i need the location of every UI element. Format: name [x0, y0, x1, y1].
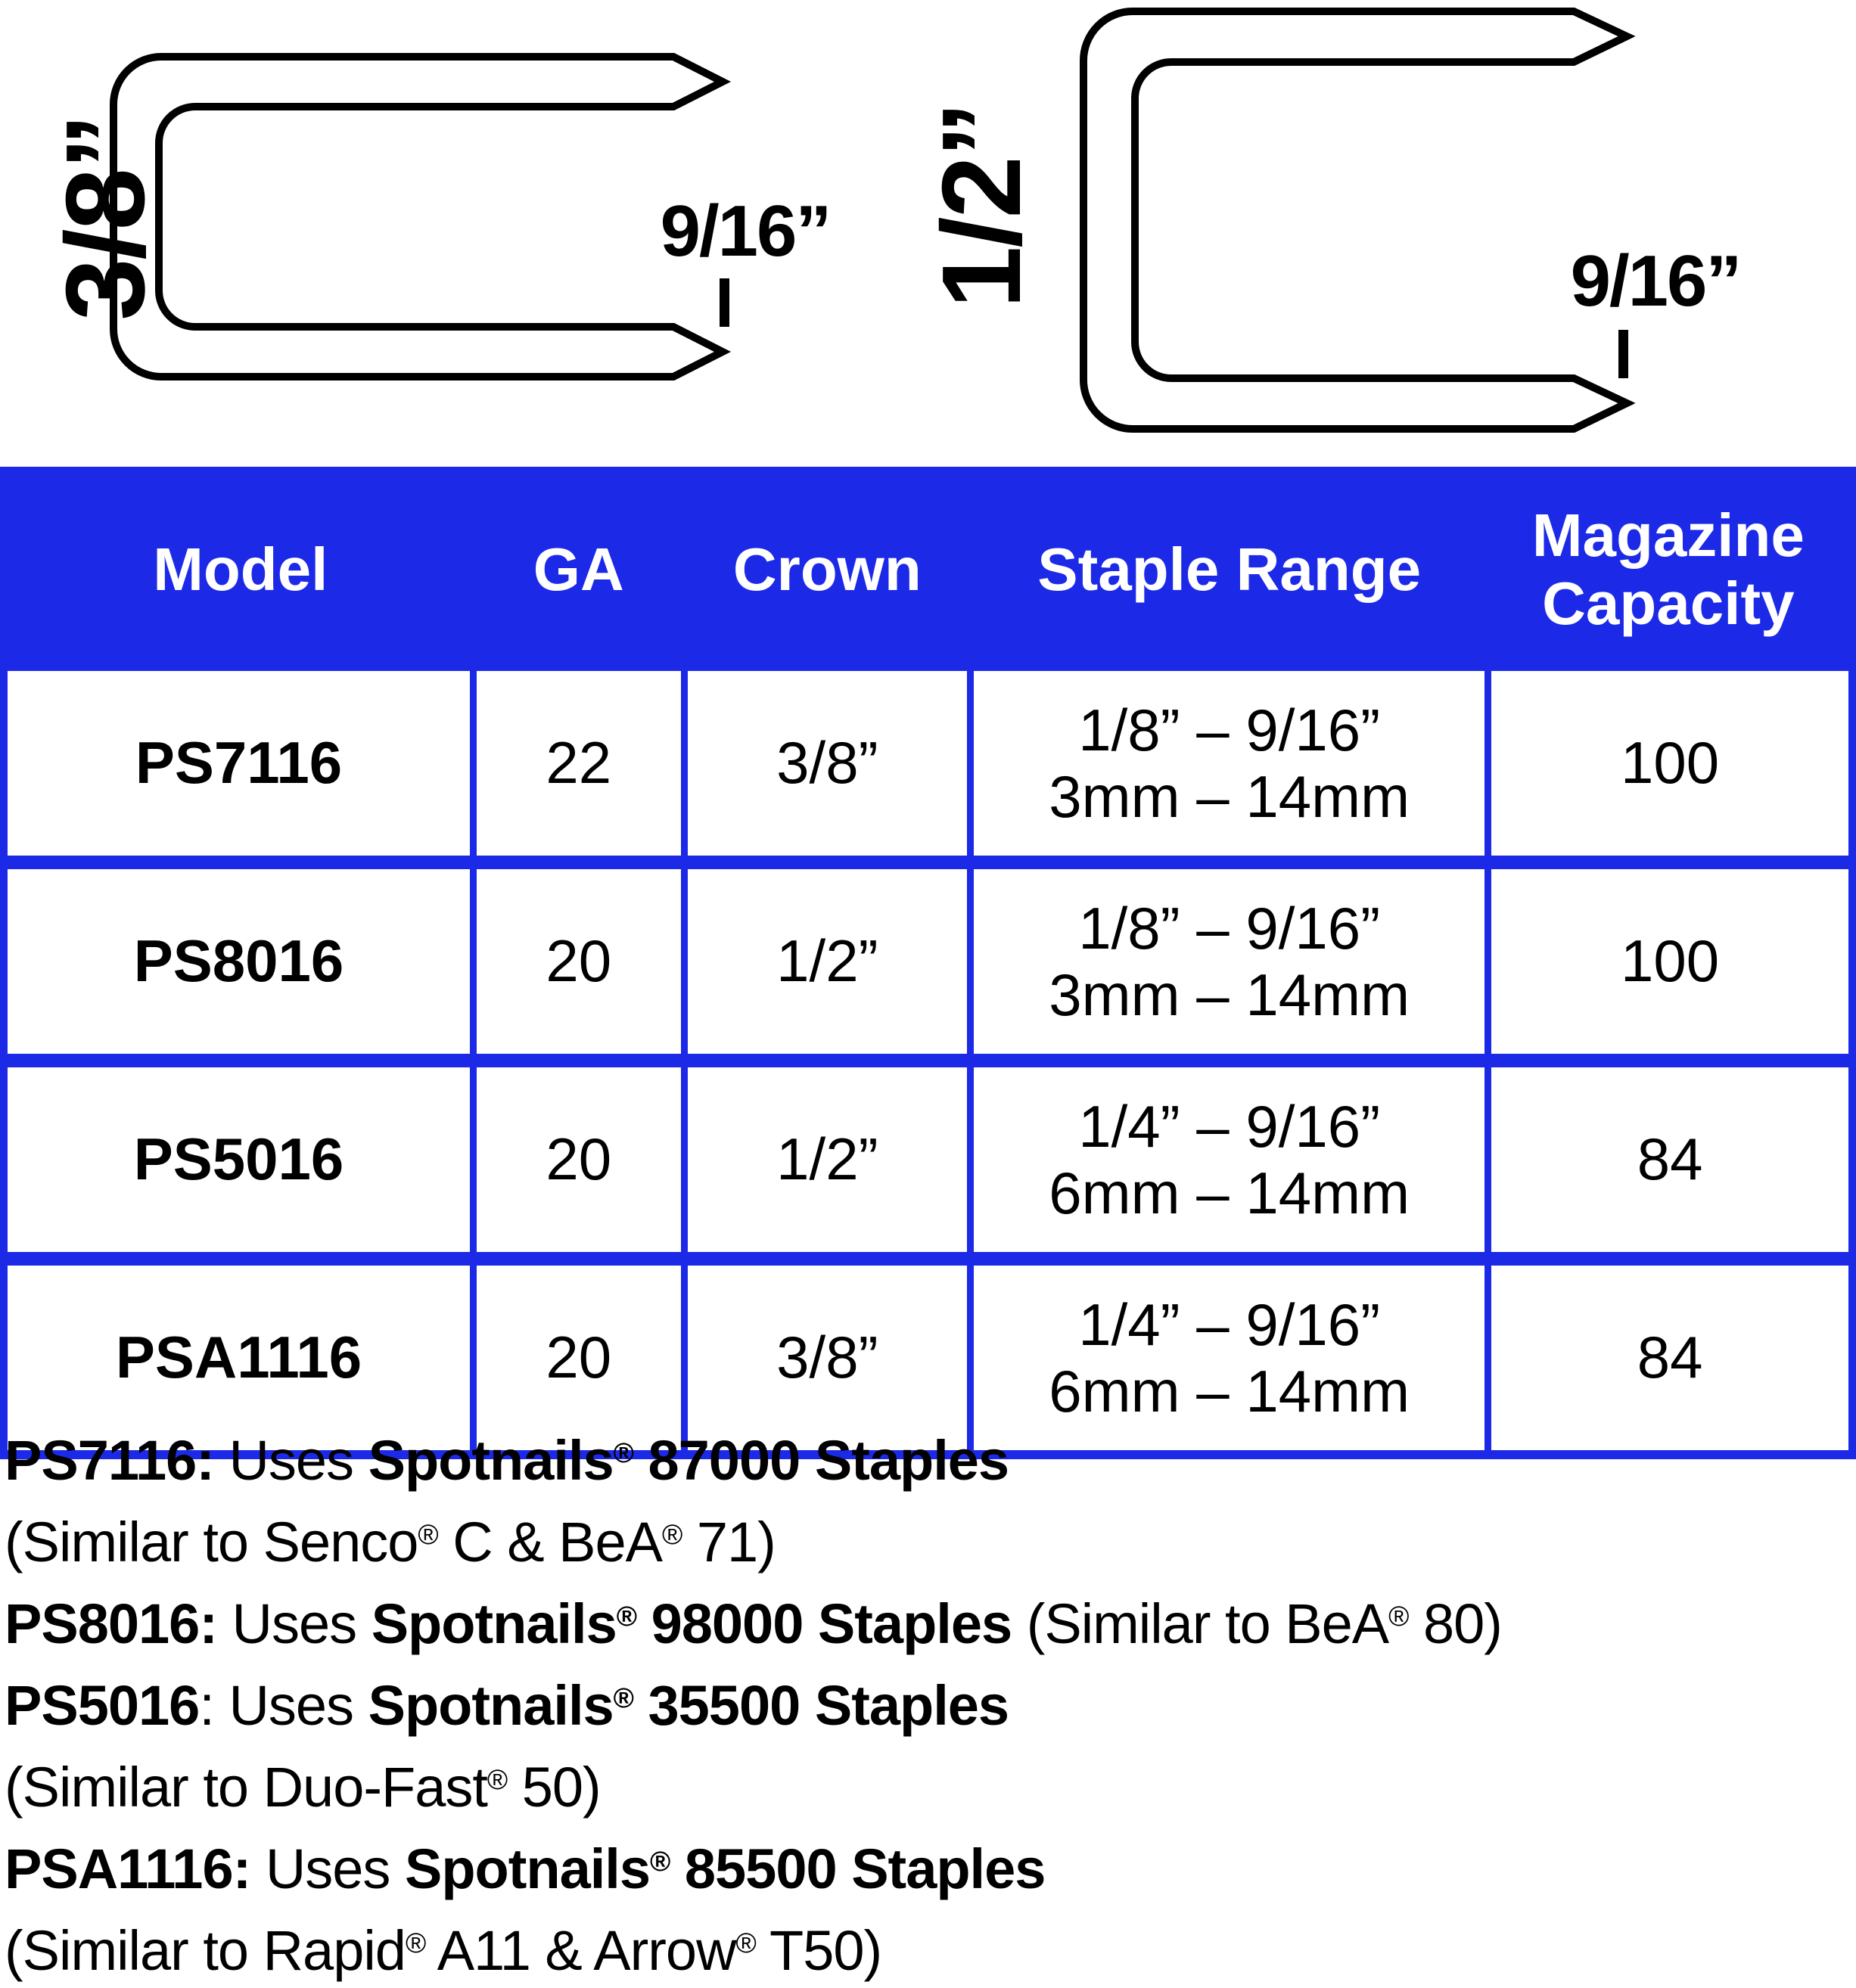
footnote-text: PS5016	[5, 1673, 200, 1737]
staple-range-inches: 1/4” – 9/16”	[1078, 1092, 1381, 1160]
staple-range-inches: 1/8” – 9/16”	[1078, 696, 1381, 763]
staple-range-mm: 3mm – 14mm	[1049, 961, 1410, 1028]
registered-mark: ®	[405, 1927, 426, 1958]
table-row	[4, 1061, 1852, 1259]
cell-crown: 1/2”	[684, 1061, 971, 1259]
footnote-text: Uses	[213, 1428, 368, 1492]
cell-ga: 20	[474, 1259, 685, 1455]
header-cell-magazine-capacity: Magazine Capacity	[1488, 471, 1852, 668]
footnote-text: (Similar to Duo-Fast	[5, 1755, 487, 1819]
dimension-tick-left	[720, 278, 729, 327]
cell-crown: 3/8”	[684, 1259, 971, 1455]
footnote-text: Uses	[216, 1592, 372, 1655]
cell-crown: 1/2”	[684, 862, 971, 1061]
footnote-text: Spotnails	[368, 1673, 614, 1737]
staple-range-inches: 1/8” – 9/16”	[1078, 894, 1381, 961]
header-cell-staple-range: Staple Range	[971, 471, 1488, 668]
cell-crown: 3/8”	[684, 668, 971, 863]
footnote-line	[5, 1580, 1851, 1661]
footnote-text: 85500 Staples	[670, 1837, 1046, 1900]
cell-capacity: 84	[1488, 1259, 1852, 1455]
footnotes	[5, 1416, 1851, 1988]
footnote-text: (Similar to Senco	[5, 1510, 418, 1573]
footnote-text: C & BeA	[437, 1510, 663, 1573]
staple-range-mm: 6mm – 14mm	[1049, 1160, 1410, 1226]
registered-mark: ®	[616, 1600, 637, 1632]
header-cell-model: Model	[4, 471, 474, 668]
staple-range-mm: 6mm – 14mm	[1049, 1358, 1410, 1424]
table-header-row	[4, 471, 1852, 668]
footnote-text: Spotnails	[368, 1428, 614, 1492]
footnote-text: PSA1116:	[5, 1837, 251, 1900]
cell-ga: 20	[474, 1061, 685, 1259]
footnote-line	[5, 1743, 1851, 1825]
registered-mark: ®	[650, 1845, 670, 1877]
header-cell-ga: GA	[474, 471, 685, 668]
leg-dimension-label-left: 9/16”	[660, 191, 831, 272]
header-cell-crown: Crown	[684, 471, 971, 668]
footnote-text: PS7116:	[5, 1428, 214, 1492]
registered-mark: ®	[735, 1927, 756, 1958]
footnote-text: 87000 Staples	[633, 1428, 1009, 1492]
footnote-text: 98000 Staples	[636, 1592, 1012, 1655]
registered-mark: ®	[1388, 1600, 1409, 1632]
dimension-tick-right	[1618, 330, 1628, 378]
cell-ga: 20	[474, 862, 685, 1061]
crown-dimension-label-left: 3/8”	[43, 115, 168, 321]
cell-model: PS8016	[4, 862, 474, 1061]
footnote-text: PS8016:	[5, 1592, 217, 1655]
footnote-text: T50)	[755, 1918, 882, 1982]
footnote-text: 50)	[507, 1755, 601, 1819]
cell-ga: 22	[474, 668, 685, 863]
crown-dimension-label-right: 1/2”	[919, 103, 1044, 309]
leg-dimension-label-right: 9/16”	[1570, 241, 1741, 321]
cell-model: PSA1116	[4, 1259, 474, 1455]
staple-outline	[1083, 11, 1627, 429]
footnote-text: (Similar to Rapid	[5, 1918, 406, 1982]
registered-mark: ®	[418, 1518, 438, 1550]
footnote-text: (Similar to BeA	[1012, 1592, 1389, 1655]
footnote-line	[5, 1661, 1851, 1743]
registered-mark: ®	[487, 1763, 508, 1795]
table-row	[4, 668, 1852, 863]
footnote-text: 80)	[1408, 1592, 1502, 1655]
footnote-line	[5, 1906, 1851, 1988]
registered-mark: ®	[613, 1682, 633, 1713]
cell-capacity: 84	[1488, 1061, 1852, 1259]
footnote-text: Spotnails	[404, 1837, 651, 1900]
footnote-text: : Uses	[199, 1673, 368, 1737]
footnote-text: Uses	[250, 1837, 405, 1900]
cell-model: PS5016	[4, 1061, 474, 1259]
registered-mark: ®	[662, 1518, 682, 1550]
cell-capacity: 100	[1488, 668, 1852, 863]
spec-table	[0, 467, 1856, 1459]
staple-range-mm: 3mm – 14mm	[1049, 763, 1410, 830]
footnote-text: Spotnails	[371, 1592, 617, 1655]
registered-mark: ®	[613, 1437, 633, 1468]
cell-staple-range	[971, 1061, 1488, 1259]
table-row	[4, 862, 1852, 1061]
staple-diagram-1-2-crown	[1071, 0, 1661, 454]
cell-model: PS7116	[4, 668, 474, 863]
footnote-line	[5, 1416, 1851, 1498]
footnote-line	[5, 1825, 1851, 1906]
cell-staple-range	[971, 668, 1488, 863]
staple-range-inches: 1/4” – 9/16”	[1078, 1291, 1381, 1358]
cell-capacity: 100	[1488, 862, 1852, 1061]
footnote-text: A11 & Arrow	[425, 1918, 736, 1982]
cell-staple-range	[971, 862, 1488, 1061]
footnote-text: 71)	[682, 1510, 776, 1573]
staple-outline	[113, 57, 723, 377]
footnote-line	[5, 1498, 1851, 1580]
footnote-text: 35500 Staples	[633, 1673, 1009, 1737]
